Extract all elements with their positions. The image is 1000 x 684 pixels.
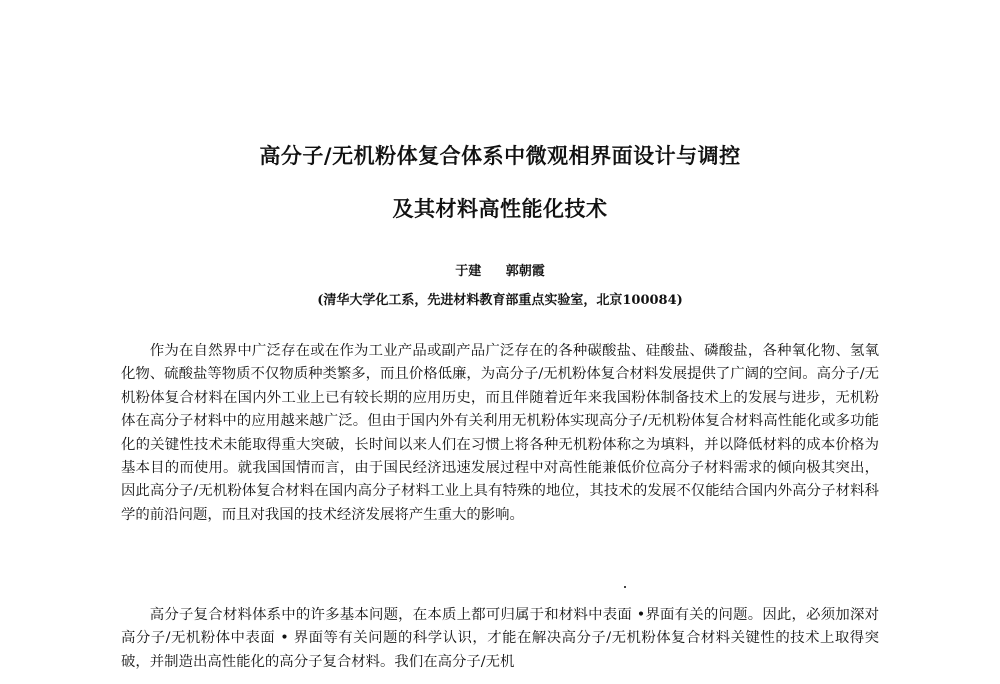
paper-title-line-1: 高分子/无机粉体复合体系中微观相界面设计与调控 bbox=[259, 144, 741, 168]
paper-title-line-2: 及其材料高性能化技术 bbox=[392, 197, 608, 221]
scan-speck bbox=[624, 586, 626, 588]
affiliation: (清华大学化工系，先进材料教育部重点实验室，北京100084) bbox=[317, 293, 683, 308]
body-paragraph-1: 作为在自然界中广泛存在或在作为工业产品或副产品广泛存在的各种碳酸盐、硅酸盐、磷酸盐，各种氧化物、氢氧化物、硫酸盐等物质不仅物质种类繁多，而且价格低廉，为高分子/无机粉体复合材料发展提供了广阔的空间。高分子/无机粉体复合材料在国内外工业上已有较长期的应用历史，而且伴随着近年来我国粉体制备技术上的发展与进步，无机粉体在高分子材料中的应用越来越广泛。但由于国内外有关利用无机粉体实现高分子/无机粉体复合材料高性能化或多功能化的关键性技术未能取得重大突破，长时间以来人们在习惯上将各种无机粉体称之为填料，并以降低材料的成本价格为基本目的而使用。就我国国情而言，由于国民经济迅速发展过程中对高性能兼低价位高分子材料需求的倾向极其突出，因此高分子/无机粉体复合材料在国内高分子材料工业上具有特殊的地位，其技术的发展不仅能结合国内外高分子材料科学的前沿问题，而且对我国的技术经济发展将产生重大的影响。 bbox=[121, 343, 880, 523]
body-paragraph-2: 高分子复合材料体系中的许多基本问题，在本质上都可归属于和材料中表面 •界面有关的问题。因此，必须加深对高分子/无机粉体中表面 • 界面等有关问题的科学认识，才能在解决高分子/无机粉体复合材料关键性的技术上取得突破，并制造出高性能化的高分子复合材料。我们在高分子/无机 bbox=[121, 607, 879, 670]
authors: 于建 郭朝霞 bbox=[455, 264, 545, 279]
